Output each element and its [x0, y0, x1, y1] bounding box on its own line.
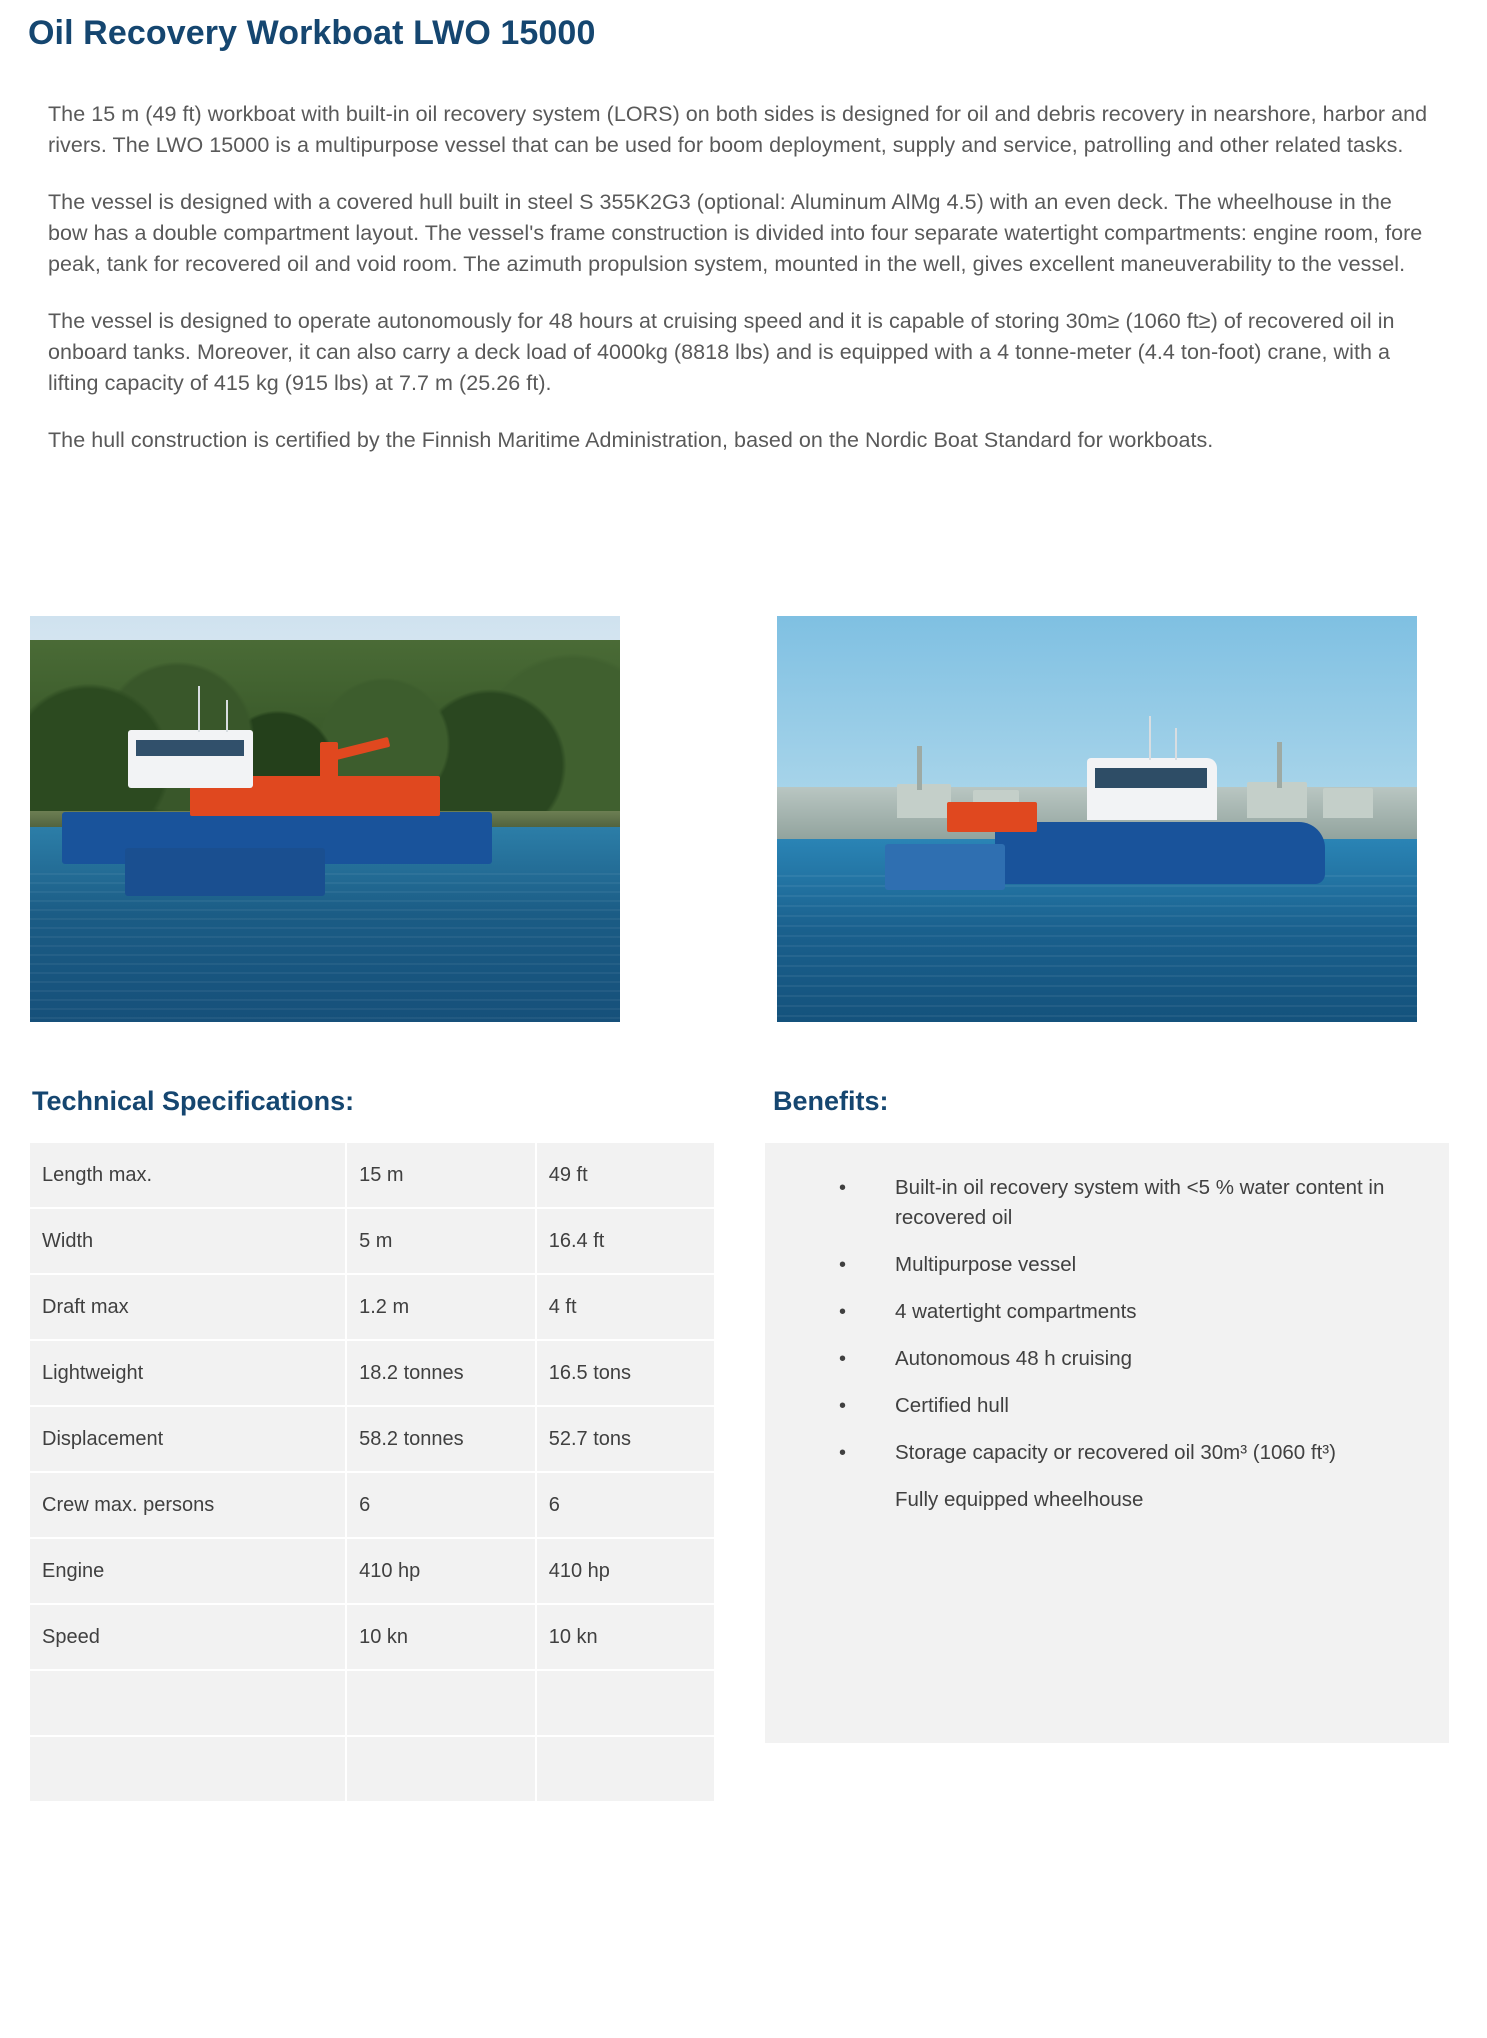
benefit-text: Multipurpose vessel [895, 1253, 1077, 1276]
spec-metric: 58.2 tonnes [346, 1406, 536, 1472]
spec-metric: 1.2 m [346, 1274, 536, 1340]
benefit-text: Storage capacity or recovered oil 30m³ (1060 ft³) [895, 1441, 1336, 1464]
bullet-icon: • [839, 1442, 847, 1464]
list-item [839, 1438, 1427, 1468]
bullet-icon: • [839, 1395, 847, 1417]
benefits-column [765, 1086, 1455, 1743]
photo2-boat-antenna [1175, 728, 1177, 760]
spec-imperial: 4 ft [536, 1274, 714, 1340]
benefit-text: Autonomous 48 h cruising [895, 1347, 1133, 1370]
spec-label [30, 1670, 346, 1736]
list-item [839, 1297, 1427, 1327]
table-row [30, 1472, 714, 1538]
table-row [30, 1406, 714, 1472]
table-row [30, 1736, 714, 1802]
benefit-text: 4 watertight compartments [895, 1300, 1137, 1323]
benefit-text: Certified hull [895, 1394, 1009, 1417]
spec-metric [346, 1736, 536, 1802]
benefit-text: Built-in oil recovery system with <5 % water content in recovered oil [895, 1176, 1385, 1229]
list-item [839, 1173, 1427, 1233]
bullet-icon: • [839, 1301, 847, 1323]
photo2-stack-2 [1277, 742, 1282, 788]
spec-imperial [536, 1670, 714, 1736]
spec-imperial: 410 hp [536, 1538, 714, 1604]
workboat-photo-left [30, 616, 620, 1022]
list-item [839, 1391, 1427, 1421]
spec-label: Lightweight [30, 1340, 346, 1406]
document-page [0, 14, 1487, 2038]
page-title: Oil Recovery Workboat LWO 15000 [28, 14, 596, 52]
spec-metric: 5 m [346, 1208, 536, 1274]
table-row [30, 1340, 714, 1406]
photo-boat-antenna [226, 700, 228, 732]
list-item [839, 1250, 1427, 1280]
benefit-text: Fully equipped wheelhouse [895, 1488, 1144, 1511]
photo2-boat-hull [995, 822, 1325, 884]
spec-imperial: 52.7 tons [536, 1406, 714, 1472]
list-item [839, 1485, 1427, 1515]
photo2-boat-bow-block [885, 844, 1005, 890]
photo-boat-stern-block [125, 848, 325, 896]
bullet-icon: • [839, 1254, 847, 1276]
spec-label: Speed [30, 1604, 346, 1670]
spec-metric: 18.2 tonnes [346, 1340, 536, 1406]
specifications-column [30, 1086, 720, 1803]
bullet-icon: • [839, 1348, 847, 1370]
spec-imperial: 6 [536, 1472, 714, 1538]
bullet-icon: • [839, 1177, 847, 1199]
table-row [30, 1670, 714, 1736]
intro-paragraph-1: The 15 m (49 ft) workboat with built-in oil recovery system (LORS) on both sides is designed for oil and debris recovery in nearshore, harbor and rivers. The LWO 15000 is a multipurpose vessel that can be used for boom deployment, supply and service, patrolling and other related tasks. [48, 102, 1428, 157]
intro-paragraph-2: The vessel is designed with a covered hull built in steel S 355K2G3 (optional: Aluminum AlMg 4.5) with an even deck. The wheelhouse in the bow has a double compartment layout. The vessel's frame construction is divided into four separate watertight compartments: engine room, fore peak, tank for recovered oil and void room. The azimuth propulsion system, mounted in the well, gives excellent maneuverability to the vessel. [48, 190, 1423, 276]
spec-label: Displacement [30, 1406, 346, 1472]
spec-label [30, 1736, 346, 1802]
photo2-boat-window-strip [1095, 768, 1207, 788]
photo2-storage-tank-1 [897, 784, 951, 818]
intro-paragraph-4: The hull construction is certified by the Finnish Maritime Administration, based on the Nordic Boat Standard for workboats. [48, 428, 1214, 452]
table-row [30, 1208, 714, 1274]
photo-boat-window-strip [136, 740, 244, 756]
table-row [30, 1274, 714, 1340]
spec-imperial: 49 ft [536, 1143, 714, 1208]
spec-imperial [536, 1736, 714, 1802]
spec-metric [346, 1670, 536, 1736]
benefits-list [787, 1173, 1427, 1515]
intro-text-block [48, 99, 1432, 456]
spec-label: Draft max [30, 1274, 346, 1340]
benefits-heading: Benefits: [773, 1086, 889, 1116]
photo-boat-mast [198, 686, 200, 732]
list-item [839, 1344, 1427, 1374]
spec-metric: 410 hp [346, 1538, 536, 1604]
specifications-table [30, 1143, 714, 1803]
photo2-boat-deck-equipment [947, 802, 1037, 832]
spec-label: Engine [30, 1538, 346, 1604]
specifications-heading: Technical Specifications: [32, 1086, 355, 1116]
benefits-panel [765, 1143, 1449, 1743]
table-row [30, 1604, 714, 1670]
photo-boat-wheelhouse [128, 730, 253, 788]
table-row [30, 1538, 714, 1604]
spec-label: Width [30, 1208, 346, 1274]
spec-imperial: 10 kn [536, 1604, 714, 1670]
product-photos [0, 616, 1487, 1026]
photo2-boat-mast [1149, 716, 1151, 760]
intro-paragraph-3: The vessel is designed to operate autonomously for 48 hours at cruising speed and it is capable of storing 30m≥ (1060 ft≥) of recovered oil in onboard tanks. Moreover, it can also carry a deck load of 4000kg (8818 lbs) and is equipped with a 4 tonne-meter (4.4 ton-foot) crane, with a lifting capacity of 415 kg (915 lbs) at 7.7 m (25.26 ft). [48, 309, 1395, 395]
spec-imperial: 16.5 tons [536, 1340, 714, 1406]
spec-label: Length max. [30, 1143, 346, 1208]
spec-label: Crew max. persons [30, 1472, 346, 1538]
workboat-photo-right [777, 616, 1417, 1022]
spec-metric: 10 kn [346, 1604, 536, 1670]
photo2-stack-1 [917, 746, 922, 790]
spec-metric: 6 [346, 1472, 536, 1538]
table-row [30, 1143, 714, 1208]
photo2-storage-tank-4 [1323, 788, 1373, 818]
spec-metric: 15 m [346, 1143, 536, 1208]
spec-imperial: 16.4 ft [536, 1208, 714, 1274]
